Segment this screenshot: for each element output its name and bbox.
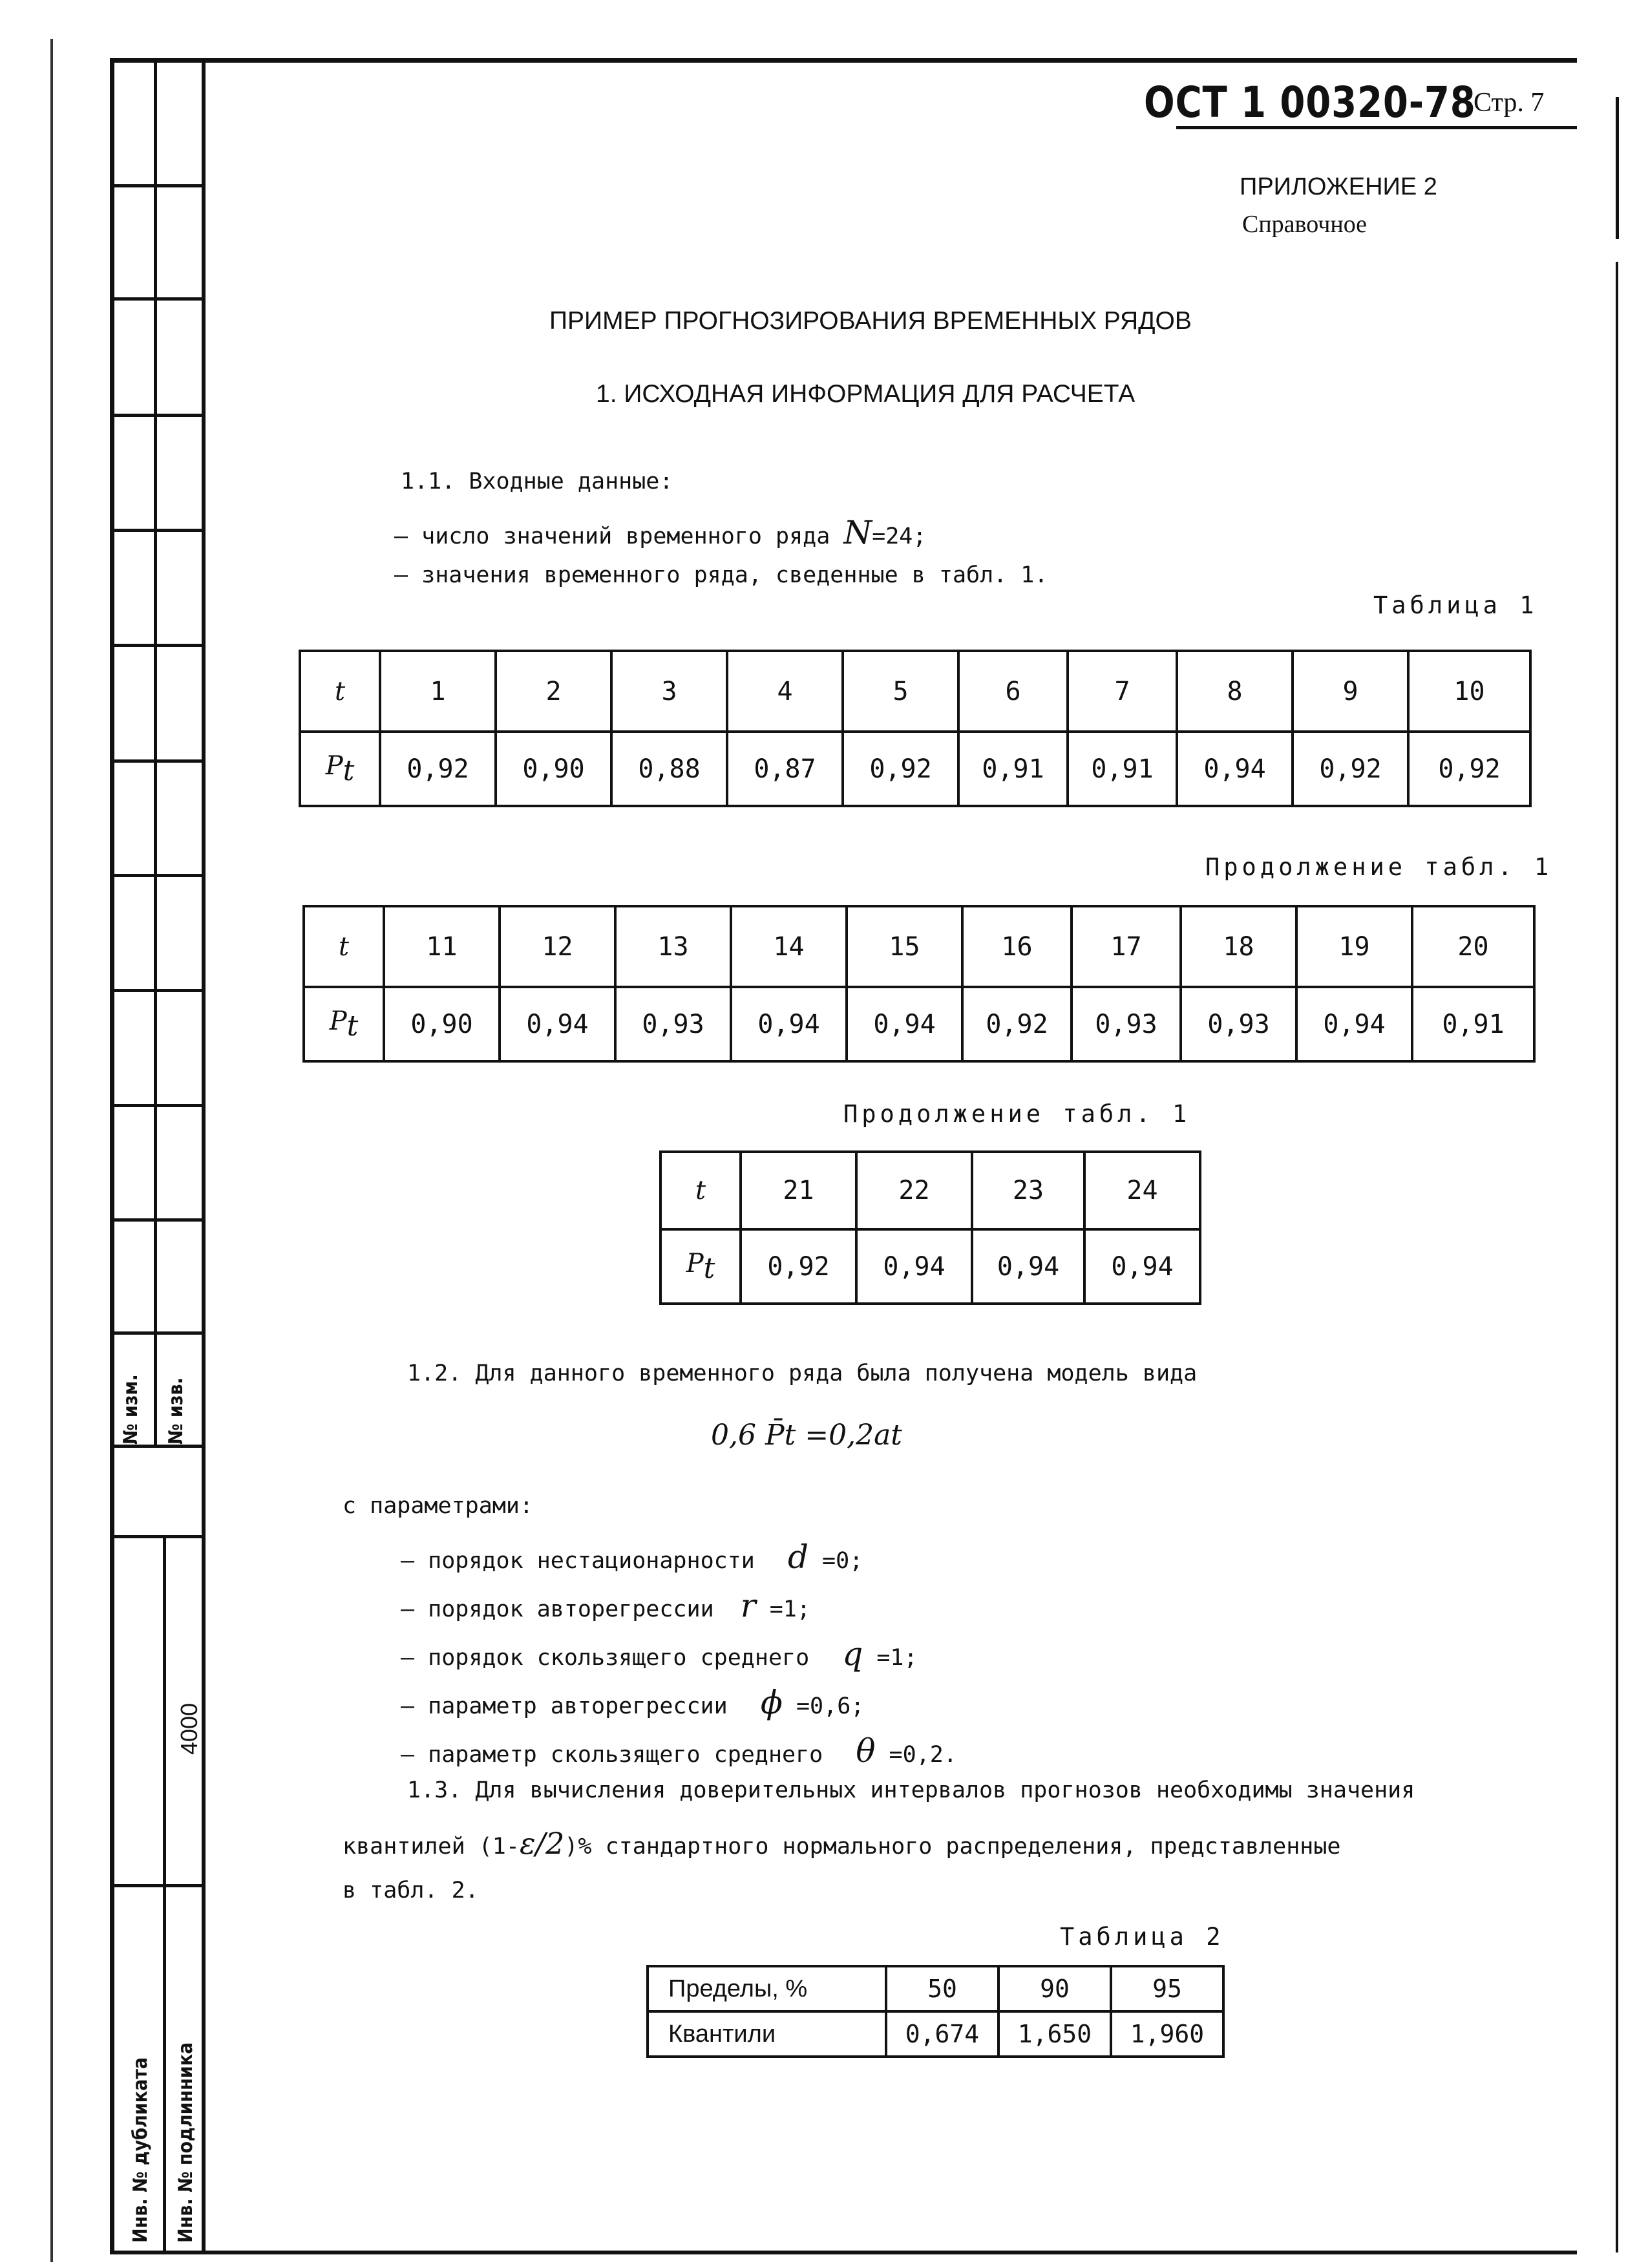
- cell-p: 0,92: [380, 732, 496, 806]
- param-row: [401, 1587, 810, 1624]
- var-n: N: [843, 514, 872, 551]
- row-label-p: [660, 1229, 741, 1304]
- param-var: θ: [856, 1732, 876, 1770]
- strip-cell-line: [110, 529, 204, 532]
- cell-p: 0,93: [1072, 987, 1181, 1061]
- paragraph-1-3-line2: [343, 1826, 1340, 1861]
- sidebar-inv-number: 4000: [176, 1702, 202, 1755]
- paragraph-1-2: 1.2. Для данного временного ряда была получена модель вида: [407, 1361, 1198, 1386]
- cell-p: 0,88: [611, 732, 727, 806]
- param-row: [401, 1684, 864, 1721]
- cell-p: 0,92: [1293, 732, 1408, 806]
- table2: [646, 1965, 1225, 2058]
- p-subscript: t: [346, 1009, 359, 1043]
- param-label: – параметр скользящего среднего: [401, 1742, 823, 1768]
- strip-cell-line: [110, 414, 204, 417]
- cell-p: 0,87: [727, 732, 843, 806]
- table1-continuation-caption-2: Продолжение табл. 1: [843, 1100, 1191, 1128]
- paragraph-1-3-line1: 1.3. Для вычисления доверительных интервалов прогнозов необходимы значения: [407, 1777, 1415, 1803]
- table1-part2: [302, 905, 1536, 1063]
- cell-p: 0,94: [1084, 1229, 1200, 1304]
- cell-t: 8: [1177, 651, 1293, 732]
- strip-cell-line: [110, 759, 204, 763]
- row-label-t: t: [660, 1152, 741, 1229]
- cell-p: 0,94: [500, 987, 615, 1061]
- p-subscript: t: [703, 1251, 715, 1285]
- cell-p: 0,90: [496, 732, 611, 806]
- cell-t: 24: [1084, 1152, 1200, 1229]
- cell-t: 6: [958, 651, 1068, 732]
- strip-cell-line: [110, 1218, 204, 1222]
- page-title: ПРИМЕР ПРОГНОЗИРОВАНИЯ ВРЕМЕННЫХ РЯДОВ: [549, 307, 1192, 335]
- param-value: =0,2.: [889, 1742, 957, 1768]
- cell-p: 0,90: [384, 987, 500, 1061]
- text-segment: квантилей (1-: [343, 1834, 520, 1860]
- frame-right: [1616, 262, 1618, 2252]
- cell-p: 0,92: [843, 732, 958, 806]
- frame-strip-border: [202, 58, 206, 2254]
- cell-p: 0,91: [1068, 732, 1177, 806]
- param-var: r: [740, 1587, 756, 1624]
- param-row: [401, 1635, 918, 1673]
- appendix-label: ПРИЛОЖЕНИЕ 2: [1240, 173, 1437, 200]
- frame-right-tick: [1616, 97, 1619, 239]
- table1-part3: [659, 1150, 1201, 1305]
- sidebar-inv-podl: Инв. № подлинника: [174, 2042, 197, 2243]
- cell-t: 18: [1181, 906, 1296, 987]
- strip-cell-line: [110, 1535, 204, 1538]
- param-label: – параметр авторегрессии: [401, 1693, 728, 1719]
- binding-margin-line: [50, 39, 53, 2262]
- cell-t: 23: [972, 1152, 1084, 1229]
- cell-t: 13: [615, 906, 731, 987]
- strip-cell-line: [110, 644, 204, 647]
- cell-p: 0,94: [1177, 732, 1293, 806]
- cell-p: 0,92: [1408, 732, 1530, 806]
- cell-t: 11: [384, 906, 500, 987]
- sidebar-no-izv: № изв.: [165, 1377, 187, 1445]
- p-symbol: P: [686, 1248, 704, 1278]
- cell-t: 15: [847, 906, 962, 987]
- table2-cell: 90: [998, 1966, 1111, 2011]
- paragraph-1-3-line3: в табл. 2.: [343, 1878, 479, 1903]
- row-label-p: [304, 987, 384, 1061]
- cell-t: 12: [500, 906, 615, 987]
- cell-p: 0,94: [847, 987, 962, 1061]
- table1-part1: [299, 650, 1532, 807]
- cell-t: 4: [727, 651, 843, 732]
- strip-cell-line: [110, 1884, 204, 1887]
- frame-left: [110, 58, 114, 2254]
- cell-t: 22: [856, 1152, 972, 1229]
- strip-divider-lower: [163, 1535, 166, 2252]
- cell-t: 10: [1408, 651, 1530, 732]
- param-row: [401, 1538, 863, 1576]
- table2-cell: 0,674: [886, 2011, 998, 2057]
- bullet-values: – значения временного ряда, сведенные в табл. 1.: [394, 562, 1048, 588]
- param-value: =1;: [769, 1596, 810, 1622]
- table2-row2-label: Квантили: [648, 2011, 886, 2057]
- cell-p: 0,91: [1412, 987, 1534, 1061]
- cell-p: 0,94: [972, 1229, 1084, 1304]
- page-number: Стр. 7: [1474, 88, 1545, 118]
- sidebar-inv-dubl: Инв. № дубликата: [129, 2057, 152, 2243]
- document-code: ОСТ 1 00320-78: [1144, 78, 1476, 127]
- section-heading: 1. ИСХОДНАЯ ИНФОРМАЦИЯ ДЛЯ РАСЧЕТА: [596, 380, 1136, 408]
- bullet-count-value: =24;: [872, 524, 927, 549]
- table1-caption: Таблица 1: [1373, 591, 1538, 619]
- table2-cell: 50: [886, 1966, 998, 2011]
- p-symbol: P: [329, 1006, 347, 1036]
- p-subscript: t: [343, 754, 355, 787]
- cell-t: 19: [1296, 906, 1412, 987]
- bullet-count: [394, 514, 926, 551]
- cell-t: 5: [843, 651, 958, 732]
- frame-bottom: [110, 2251, 1577, 2254]
- model-formula: 0,6 P̄t =0,2at: [711, 1419, 902, 1452]
- table2-cell: 95: [1111, 1966, 1223, 2011]
- strip-cell-line: [110, 184, 204, 187]
- strip-cell-line: [110, 297, 204, 301]
- strip-cell-line: [110, 1331, 204, 1335]
- table2-caption: Таблица 2: [1060, 1923, 1225, 1951]
- cell-t: 20: [1412, 906, 1534, 987]
- row-label-t: t: [300, 651, 380, 732]
- param-label: – порядок скользящего среднего: [401, 1645, 810, 1671]
- strip-divider-upper: [154, 58, 157, 1445]
- p-symbol: P: [325, 750, 343, 781]
- with-params-label: с параметрами:: [343, 1493, 534, 1519]
- strip-cell-line: [110, 989, 204, 992]
- cell-p: 0,93: [615, 987, 731, 1061]
- cell-t: 3: [611, 651, 727, 732]
- param-label: – порядок нестационарности: [401, 1548, 755, 1574]
- cell-p: 0,94: [1296, 987, 1412, 1061]
- cell-t: 2: [496, 651, 611, 732]
- sidebar-no-izm: № изм.: [120, 1374, 142, 1445]
- table2-cell: 1,960: [1111, 2011, 1223, 2057]
- param-row: [401, 1732, 957, 1770]
- param-value: =0,6;: [796, 1693, 865, 1719]
- text-segment: )% стандартного нормального распределения, представленные: [564, 1834, 1341, 1860]
- row-label-t: t: [304, 906, 384, 987]
- appendix-type: Справочное: [1242, 211, 1368, 238]
- param-var: d: [787, 1538, 808, 1576]
- cell-p: 0,94: [856, 1229, 972, 1304]
- frame-top: [110, 58, 1577, 63]
- param-var: ϕ: [760, 1684, 783, 1721]
- cell-t: 7: [1068, 651, 1177, 732]
- param-value: =0;: [822, 1548, 863, 1574]
- cell-p: 0,94: [731, 987, 847, 1061]
- var-epsilon: ε/2: [519, 1826, 565, 1861]
- cell-p: 0,93: [1181, 987, 1296, 1061]
- strip-cell-line: [110, 874, 204, 877]
- cell-p: 0,91: [958, 732, 1068, 806]
- cell-p: 0,92: [962, 987, 1072, 1061]
- cell-t: 14: [731, 906, 847, 987]
- paragraph-1-1: 1.1. Входные данные:: [401, 469, 673, 494]
- param-var: q: [842, 1635, 863, 1673]
- param-value: =1;: [876, 1645, 918, 1671]
- header-rule: [1176, 126, 1577, 129]
- strip-cell-line: [110, 1445, 204, 1448]
- param-label: – порядок авторегрессии: [401, 1596, 714, 1622]
- bullet-count-label: – число значений временного ряда: [394, 524, 830, 549]
- cell-p: 0,92: [741, 1229, 856, 1304]
- table2-cell: 1,650: [998, 2011, 1111, 2057]
- table1-continuation-caption: Продолжение табл. 1: [1205, 853, 1553, 881]
- cell-t: 21: [741, 1152, 856, 1229]
- cell-t: 17: [1072, 906, 1181, 987]
- cell-t: 9: [1293, 651, 1408, 732]
- cell-t: 1: [380, 651, 496, 732]
- strip-cell-line: [110, 1104, 204, 1107]
- cell-t: 16: [962, 906, 1072, 987]
- row-label-p: [300, 732, 380, 806]
- table2-row1-label: Пределы, %: [648, 1966, 886, 2011]
